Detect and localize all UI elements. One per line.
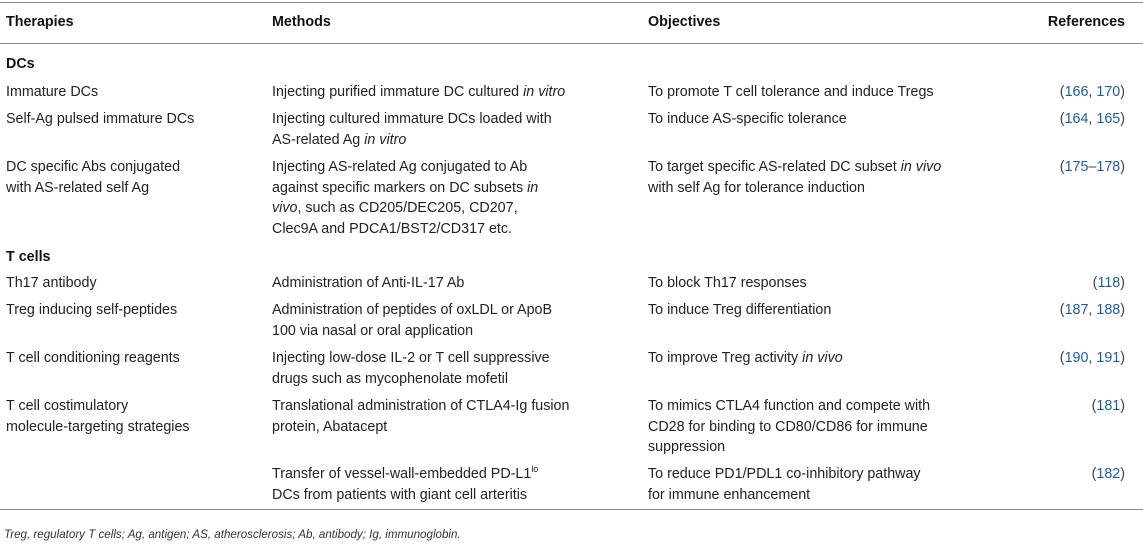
table-top-rule: [0, 2, 1143, 3]
reference-link[interactable]: 166: [1064, 84, 1089, 100]
references-cell: (187, 188): [1059, 302, 1125, 318]
method-cell-line: protein, Abatacept: [272, 418, 388, 435]
reference-link[interactable]: 165: [1096, 111, 1121, 127]
therapy-cell: [6, 273, 261, 294]
therapy-cell-line: Self-Ag pulsed immature DCs: [6, 111, 195, 127]
reference-link[interactable]: 182: [1096, 466, 1121, 482]
method-cell-line: Administration of Anti-IL-17 Ab: [272, 275, 465, 291]
method-cell: [272, 109, 637, 150]
method-cell: [272, 82, 637, 103]
reference-link[interactable]: 187: [1064, 302, 1089, 318]
objective-cell: [648, 396, 978, 458]
method-cell-line: Translational administration of CTLA4-Ig fusion: [272, 398, 570, 414]
references-cell: (166, 170): [1059, 84, 1125, 100]
header-methods: Methods: [272, 14, 331, 30]
method-cell-line: vivo, such as CD205/DEC205, CD207,: [272, 200, 518, 216]
method-cell: [272, 396, 637, 437]
method-cell: [272, 157, 637, 239]
section-title-tcells: T cells: [6, 249, 51, 265]
method-cell: [272, 348, 637, 389]
therapy-cell: [6, 82, 261, 103]
objective-cell: [648, 82, 978, 103]
references-cell: (181): [1091, 398, 1125, 414]
method-cell-line: Injecting purified immature DC cultured in vitro: [272, 84, 566, 100]
reference-link[interactable]: 170: [1096, 84, 1121, 100]
objective-cell-line: To improve Treg activity in vivo: [648, 350, 843, 366]
section-title-dcs: DCs: [6, 56, 35, 72]
reference-link[interactable]: 118: [1097, 275, 1121, 291]
references-cell: (190, 191): [1059, 350, 1125, 366]
objective-cell-line: CD28 for binding to CD80/CD86 for immune: [648, 418, 928, 435]
reference-link[interactable]: 191: [1096, 350, 1121, 366]
therapy-cell-line: T cell costimulatory: [6, 398, 129, 414]
therapy-cell-line: Th17 antibody: [6, 275, 97, 291]
method-cell-line: drugs such as mycophenolate mofetil: [272, 370, 509, 387]
objective-cell: [648, 157, 978, 198]
therapy-cell: [6, 396, 261, 437]
objective-cell: [648, 464, 978, 505]
method-cell-line: DCs from patients with giant cell arteritis: [272, 486, 528, 503]
method-cell-line: Injecting low-dose IL-2 or T cell suppressive: [272, 350, 550, 366]
method-cell: [272, 464, 637, 505]
method-cell-line: Injecting AS-related Ag conjugated to Ab: [272, 159, 528, 175]
objective-cell-line: To block Th17 responses: [648, 275, 807, 291]
objective-cell: [648, 273, 978, 294]
objective-cell-line: To mimics CTLA4 function and compete with: [648, 398, 931, 414]
therapy-cell: [6, 300, 261, 321]
method-cell-line: AS-related Ag in vitro: [272, 131, 407, 148]
method-cell-line: Clec9A and PDCA1/BST2/CD317 etc.: [272, 220, 512, 237]
table-bottom-rule: [0, 509, 1143, 510]
header-objectives: Objectives: [648, 14, 721, 30]
reference-link[interactable]: 175: [1064, 159, 1089, 175]
reference-link[interactable]: 188: [1096, 302, 1121, 318]
objective-cell-line: To promote T cell tolerance and induce Tregs: [648, 84, 934, 100]
references-cell: (175–178): [1059, 159, 1125, 175]
objective-cell-line: To induce Treg differentiation: [648, 302, 832, 318]
therapy-cell: [6, 348, 261, 369]
reference-link[interactable]: 164: [1064, 111, 1089, 127]
method-cell: [272, 300, 637, 341]
objective-cell: [648, 348, 978, 369]
method-cell-line: against specific markers on DC subsets in: [272, 179, 539, 196]
reference-link[interactable]: 181: [1096, 398, 1121, 414]
method-cell-line: 100 via nasal or oral application: [272, 322, 474, 339]
reference-link[interactable]: 190: [1064, 350, 1089, 366]
objective-cell: [648, 300, 978, 321]
method-cell-line: Administration of peptides of oxLDL or ApoB: [272, 302, 553, 318]
objective-cell-line: To target specific AS-related DC subset in vivo: [648, 159, 942, 175]
table-footnote: Treg, regulatory T cells; Ag, antigen; AS, atherosclerosis; Ab, antibody; Ig, immunoglobin.: [4, 528, 461, 541]
objective-cell-line: To induce AS-specific tolerance: [648, 111, 847, 127]
references-cell: (182): [1091, 466, 1125, 482]
header-references: References: [1047, 14, 1125, 30]
method-cell-line: Injecting cultured immature DCs loaded with: [272, 111, 552, 127]
therapy-cell-line: with AS-related self Ag: [6, 179, 150, 196]
therapy-cell-line: molecule-targeting strategies: [6, 418, 190, 435]
therapy-cell: [6, 157, 261, 198]
reference-link[interactable]: 178: [1096, 159, 1121, 175]
header-rule: [0, 43, 1143, 44]
therapy-cell-line: DC specific Abs conjugated: [6, 159, 181, 175]
therapy-cell-line: T cell conditioning reagents: [6, 350, 180, 366]
therapy-cell-line: Immature DCs: [6, 84, 99, 100]
references-cell: (118): [1092, 275, 1125, 291]
objective-cell-line: To reduce PD1/PDL1 co-inhibitory pathway: [648, 466, 921, 482]
therapy-cell-line: Treg inducing self-peptides: [6, 302, 178, 318]
therapy-cell: [6, 109, 261, 130]
header-therapies: Therapies: [6, 14, 74, 30]
objective-cell-line: suppression: [648, 439, 726, 455]
objective-cell-line: with self Ag for tolerance induction: [648, 179, 865, 196]
objective-cell-line: for immune enhancement: [648, 486, 811, 503]
method-cell: [272, 273, 637, 294]
method-cell-line: Transfer of vessel-wall-embedded $PD-L1^{lo}$: [272, 464, 539, 482]
references-cell: (164, 165): [1059, 111, 1125, 127]
objective-cell: [648, 109, 978, 130]
